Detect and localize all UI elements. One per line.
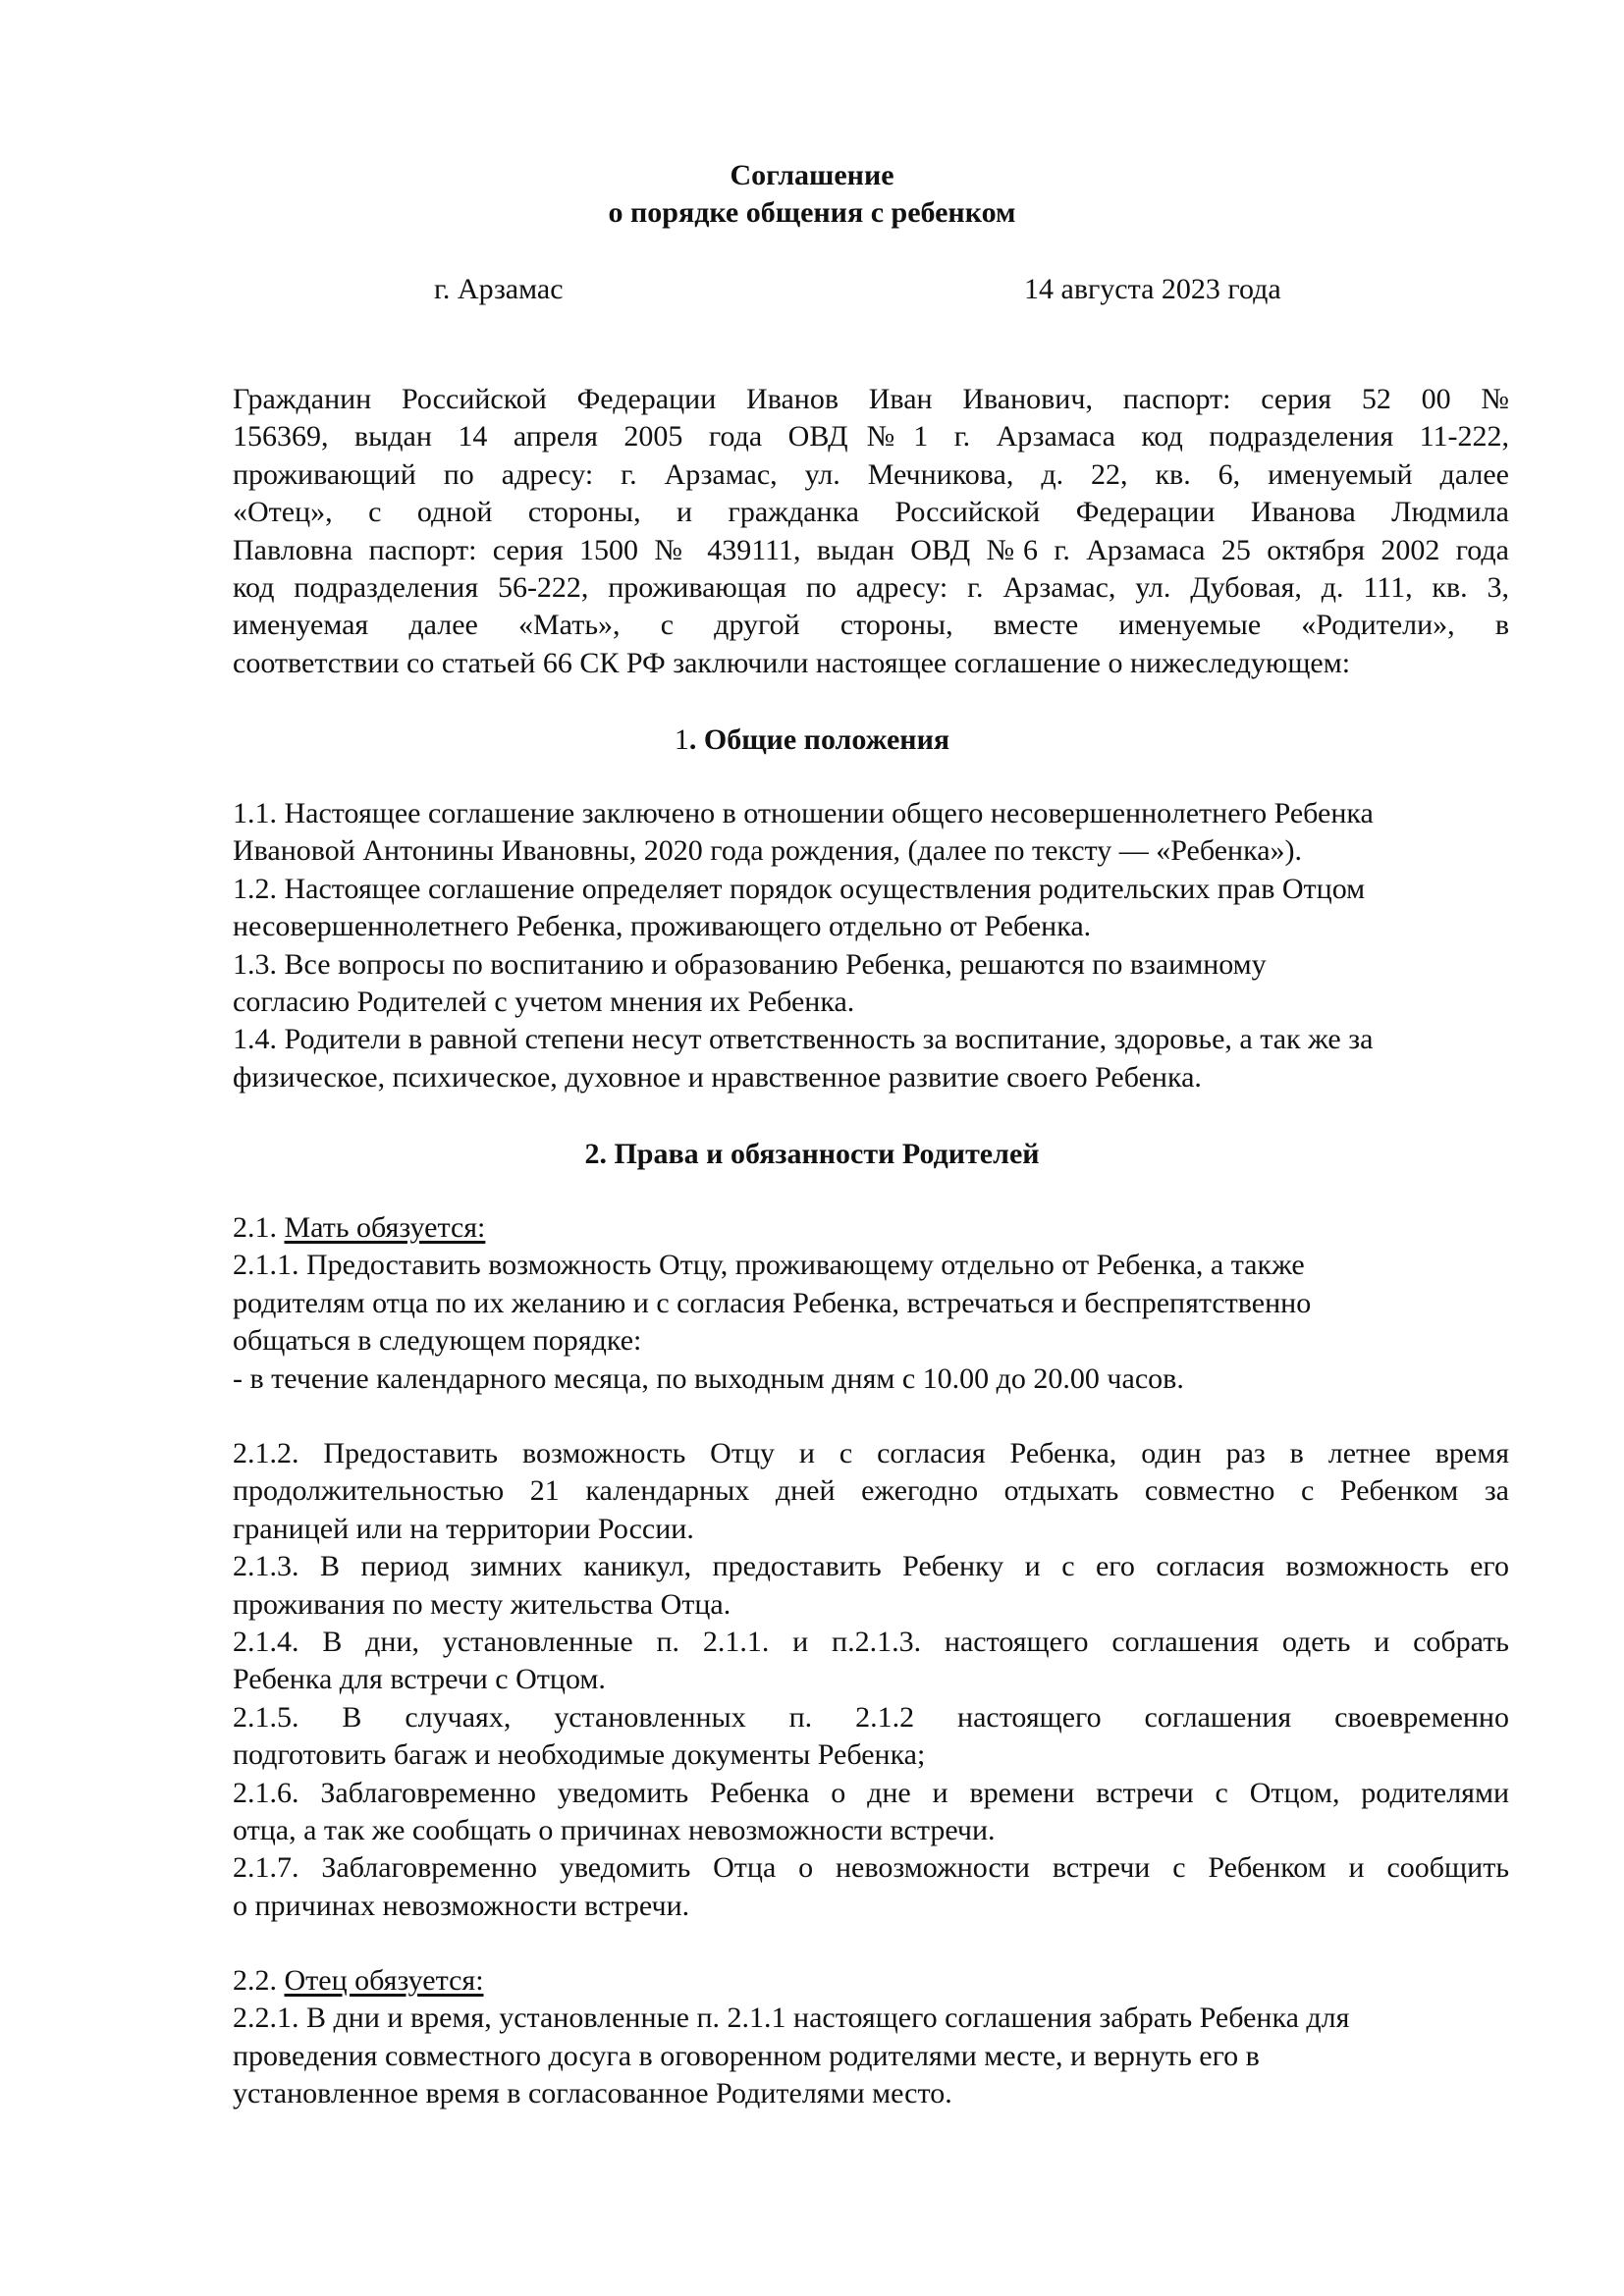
document-title: Соглашение [730, 159, 894, 191]
clause-line: 2.1.5. В случаях, установленных п. 2.1.2 настоящего соглашения своевременно [233, 1700, 1509, 1734]
clause-line: 2.1.7. Заблаговременно уведомить Отца о невозможности встречи с Ребенком и сообщить [233, 1851, 1509, 1885]
clause-line: 2.1.2. Предоставить возможность Отцу и с согласия Ребенка, один раз в летнее время [233, 1437, 1509, 1469]
clause-line: о причинах невозможности встречи. [233, 1889, 690, 1922]
section-1-line: физическое, психическое, духовное и нравственное развитие своего Ребенка. [233, 1060, 1202, 1094]
section-1-body [233, 795, 1509, 1096]
preamble-line: код подразделения 56-222, проживающая по адресу: г. Арзамас, ул. Дубовая, д. 111, кв. 3, [233, 571, 1509, 605]
preamble-line: соответствии со статьей 66 СК РФ заключили настоящее соглашение о нижеследующем: [233, 646, 1351, 679]
clause-2-2 [233, 1962, 1509, 2000]
clause-line: проживания по месту жительства Отца. [233, 1587, 731, 1621]
section-1-line: 1.3. Все вопросы по воспитанию и образованию Ребенка, решаются по взаимному [233, 947, 1267, 981]
preamble-line: именуемая далее «Мать», с другой стороны, вместе именуемые «Родители», в [233, 609, 1509, 642]
preamble-line: Павловна паспорт: серия 1500 № 439111, выдан ОВД №6 г. Арзамаса 25 октября 2002 года [233, 533, 1509, 566]
preamble-line: проживающий по адресу: г. Арзамас, ул. Мечникова, д. 22, кв. 6, именуемый далее [233, 457, 1509, 491]
section-1-line: согласию Родителей с учетом мнения их Ребенка. [233, 986, 855, 1019]
clause-line: границей или на территории России. [233, 1512, 694, 1545]
clause-line: проведения совместного досуга в оговоренном родителями месте, и вернуть его в [233, 2039, 1260, 2072]
clause-2-2-label: Отец обязуется: [284, 1964, 484, 1997]
section-1-title: . Общие положения [688, 723, 950, 756]
section-1-line: Ивановой Антонины Ивановны, 2020 года рождения, (далее по тексту — «Ребенка»). [233, 834, 1303, 868]
clause-line: 2.2.1. В дни и время, установленные п. 2.1.1 настоящего соглашения забрать Ребенка для [233, 2002, 1350, 2035]
section-1-line: 1.2. Настоящее соглашение определяет порядок осуществления родительских прав Отцом [233, 872, 1366, 905]
section-1-line: несовершеннолетнего Ребенка, проживающего отдельно от Ребенка. [233, 910, 1092, 943]
clause-2-1 [233, 1209, 1509, 1247]
clause-line: продолжительностью 21 календарных дней ежегодно отдыхать совместно с Ребенком за [233, 1474, 1509, 1508]
section-2-1 [233, 1209, 1509, 1398]
clause-line: 2.1.1. Предоставить возможность Отцу, проживающему отдельно от Ребенка, а также [233, 1249, 1305, 1282]
document-city: г. Арзамас [434, 273, 564, 305]
clause-line: Ребенка для встречи с Отцом. [233, 1663, 606, 1696]
clause-line: 2.1.3. В период зимних каникул, предоставить Ребенку и с его согласия возможность его [233, 1550, 1509, 1583]
section-2-2 [233, 1962, 1509, 2113]
section-1-line: 1.4. Родители в равной степени несут ответственность за воспитание, здоровье, а так же за [233, 1023, 1374, 1056]
clause-line: 2.1.6. Заблаговременно уведомить Ребенка о дне и времени встречи с Отцом, родителями [233, 1776, 1509, 1809]
clause-line: - в течение календарного месяца, по выходным дням с 10.00 до 20.00 часов. [233, 1362, 1184, 1395]
clause-line: подготовить багаж и необходимые документы Ребенка; [233, 1738, 926, 1772]
preamble-line: 156369, выдан 14 апреля 2005 года ОВД№1 г. Арзамаса код подразделения 11-222, [233, 420, 1509, 454]
section-1-heading [0, 721, 1624, 759]
clause-2-1-label: Мать обязуется: [284, 1211, 486, 1244]
clause-line: родителям отца по их желанию и с согласия Ребенка, встречаться и беспрепятственно [233, 1286, 1312, 1319]
preamble [233, 381, 1509, 682]
section-2-1-2-to-7 [233, 1435, 1509, 1925]
section-1-number: 1 [674, 723, 689, 756]
clause-line: установленное время в согласованное Родителями место. [233, 2077, 952, 2110]
clause-line: 2.1.4. В дни, установленные п. 2.1.1. и п.2.1.3. настоящего соглашения одеть и собрать [233, 1626, 1509, 1659]
preamble-line: Гражданин Российской Федерации Иванов Иван Иванович, паспорт: серия 52 00 № [233, 383, 1509, 415]
document-date: 14 августа 2023 года [1024, 273, 1281, 305]
section-1-line: 1.1. Настоящее соглашение заключено в отношении общего несовершеннолетнего Ребенка [233, 797, 1374, 829]
clause-2-2-prefix: 2.2. [233, 1964, 285, 1997]
document-subtitle: о порядке общения с ребенком [608, 196, 1016, 229]
preamble-line: «Отец», с одной стороны, и гражданка Российской Федерации Иванова Людмила [233, 496, 1509, 529]
clause-2-1-prefix: 2.1. [233, 1211, 285, 1244]
clause-line: отца, а так же сообщать о причинах невозможности встречи. [233, 1814, 996, 1847]
clause-line: общаться в следующем порядке: [233, 1324, 642, 1358]
section-2-heading: 2. Права и обязанности Родителей [584, 1138, 1040, 1170]
